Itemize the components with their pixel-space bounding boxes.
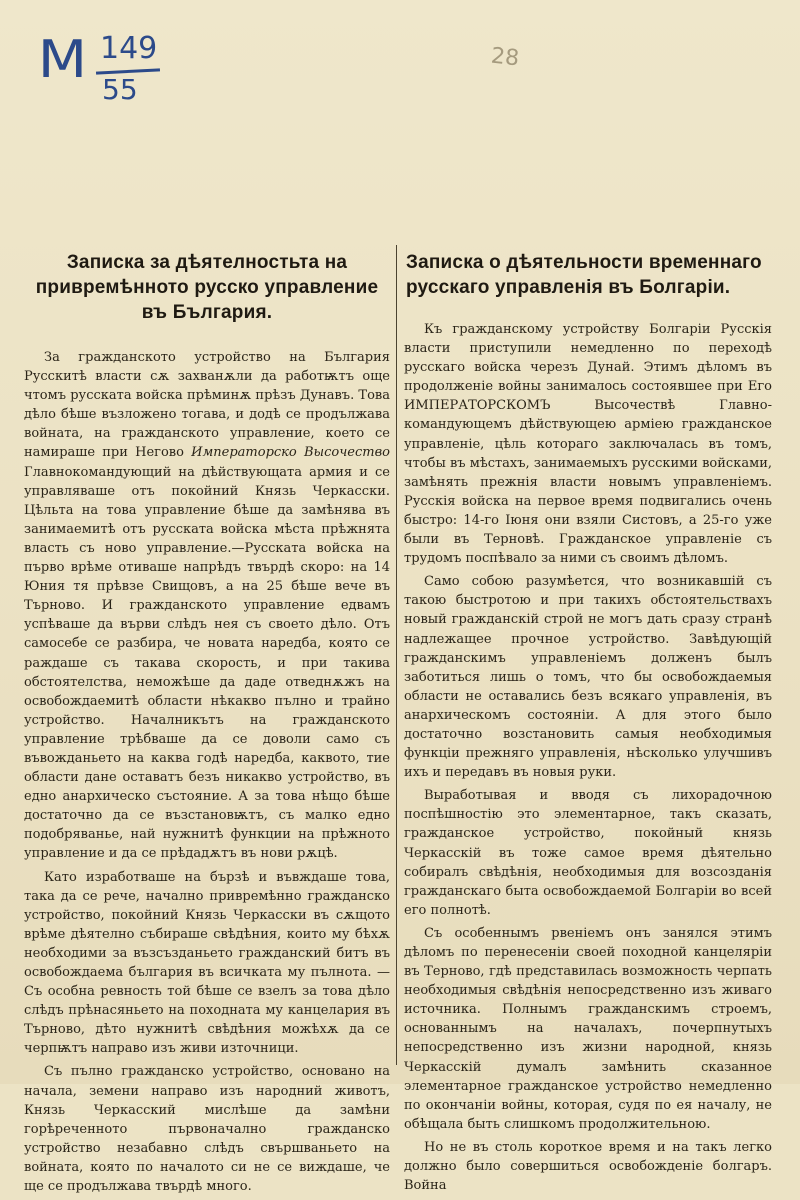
- bulgarian-paragraph-1: [24, 348, 390, 864]
- archive-shelf-mark: [37, 30, 170, 114]
- russian-paragraph-2: Само собою разумѣется, что возникавшій съ такою быстротою и при такихъ обстоятельствахъ новый гражданскій строй не могъ дать сразу странѣ надлежащее прочное устройство. Завѣдующій гражданскимъ управленіемъ долженъ былъ заботиться лишь о томъ, что бы освобождаемыя области не оставались безъ всякаго управленія, въ анархическомъ состояніи. А для этого было достаточно возстановить самыя необходимыя функціи прежняго управленія, нѣсколько улучшивъ ихъ и передавъ въ новыя руки.: [404, 574, 772, 781]
- pencil-page-number: 28: [489, 43, 521, 72]
- bulgarian-text: [24, 348, 390, 1196]
- archive-mark-number-bottom: 55: [102, 73, 138, 106]
- russian-paragraph-5: Но не въ столь короткое время и на такъ легко должно было совершиться освобожденіе болгаръ. Война: [404, 1139, 772, 1194]
- bulgarian-paragraph-2: Като изработваше на бързѣ и въвждаше това, така да се рече, начално привремѣнно гражданско устройство, покойний Князь Черкасски въ сѫщото врѣме дѣятелно събираше свѣдѣния, които му бѣхѫ необходими за възсъзданьето гражданский битъ въ освобождаема българия въ всичката му пълнота. — Съ особна ревность той бѣше се взелъ за това дѣло слѣдъ прѣнасяньето на походната му канцелария въ Търново, дѣто нужнитѣ свѣдѣния можѣхѫ да се черпѭтъ направо изъ живи източници.: [24, 869, 390, 1057]
- russian-paragraph-3: Выработывая и вводя съ лихорадочною поспѣшностію это элементарное, такъ сказать, гражданское устройство, покойный князь Черкасскій въ тоже самое время дѣятельно собиралъ свѣдѣнія, необходимыя для возсозданія гражданскаго быта освобождаемой Болгаріи во всей его полнотѣ.: [404, 788, 772, 918]
- archive-mark-number-top: 149: [100, 31, 158, 66]
- russian-title: Записка о дѣятельности временнаго русскаго управленія въ Болгаріи.: [406, 252, 762, 298]
- bulgarian-p1-start: За гражданското устройство на България Русскитѣ власти сѫ захванѫли да работѭтъ още чтомъ русската войска прѣминѫ прѣзъ Дунавъ. Това дѣло бѣше възложено тогава, и додѣ се продължава войната, на гражданското управление, което се намираше при Негово: [24, 350, 390, 461]
- russian-paragraph-1: Къ гражданскому устройству Болгаріи Русскія власти приступили немедленно по переходѣ русскаго войска черезъ Дунай. Этимъ дѣломъ въ продолженіе войны занималось состоявшее при Его ИМПЕРАТОРСКОМЪ Высочествѣ Главно-командующемъ дѣйствующею арміею гражданское управленіе, цѣль котораго заключалась въ томъ, чтобы въ мѣстахъ, занимаемыхъ русскими войсками, замѣнять прежнія власти новымъ управленіемъ. Русскія войска на первое время подвигались очень быстро: 14-го Іюня они взяли Систовъ, а 25-го уже были въ Терновѣ. Гражданское управленіе съ трудомъ поспѣвало за ними съ своимъ дѣломъ.: [404, 322, 772, 567]
- bulgarian-p1-italic: Императорско Высочество: [191, 445, 390, 461]
- bulgarian-p1-rest: Главнокомандующий на дѣйствующата армия и се управляваше отъ покойний Князь Черкасски. Цѣльта на това управление бѣше да замѣнява въ занимаемитѣ отъ русската войска мѣста прѣжнята власть съ ново управление.—Русската войска на първо врѣме отиваше напрѣдъ твърдѣ скоро: на 14 Юния тя прѣвзе Свищовъ, а на 25 бѣше вече въ Търново. И гражданското управление едвамъ успѣваше да върви слѣдъ нея съ своето дѣло. Отъ самосебе се разбира, че новата наредба, която се раждаше съ такава скорость, и при такива обстоятелства, неможѣше да даде отведнѫжъ на освобождаемитѣ области нѣкакво пълно и трайно устройство. Началникътъ на гражданското управление трѣбваше да се доволи само съ въвожданьето на каква годѣ наредба, каквото, тие области дане оставатъ безъ никакво устройство, въ едно анархическо състояние. А за това нѣщо бѣше достаточно да се възстановѭтъ, съ малко едно подобряванье, най нужнитѣ функции на прѣжното управление и да се прѣдадѫтъ въ нови рѫцѣ.: [24, 464, 390, 862]
- russian-text: [404, 320, 772, 1195]
- column-divider: [396, 245, 397, 1065]
- archive-mark-letter: M: [37, 30, 88, 90]
- bulgarian-title: Записка за дѣятелностьта на привремѣнното русско управление въ България.: [35, 252, 379, 323]
- russian-paragraph-4: Съ особеннымъ рвеніемъ онъ занялся этимъ дѣломъ по перенесеніи своей походной канцеляріи въ Терново, гдѣ представилась возможность черпать необходимыя свѣдѣнія непосредственно изъ живаго источника. Полнымъ гражданскимъ строемъ, основаннымъ на началахъ, почерпнутыхъ непосредственно изъ жизни народной, князь Черкасскій думалъ замѣнить сказанное элементарное гражданское устройство немедленно по окончаніи войны, которая, судя по ея началу, не обѣщала быть слишкомъ продолжительною.: [404, 925, 772, 1132]
- russian-column: [404, 250, 772, 1199]
- bulgarian-column: [24, 250, 390, 1200]
- bulgarian-paragraph-3: Съ пълно гражданско устройство, основано на начала, земени направо изъ народний животъ, Князь Черкасский мислѣше да замѣни горѣреченното първоначално гражданско устройство незабавно слѣдъ свършваньето на войната, която по началото си не се виждаше, че ще се продължава твърдѣ много.: [24, 1064, 390, 1195]
